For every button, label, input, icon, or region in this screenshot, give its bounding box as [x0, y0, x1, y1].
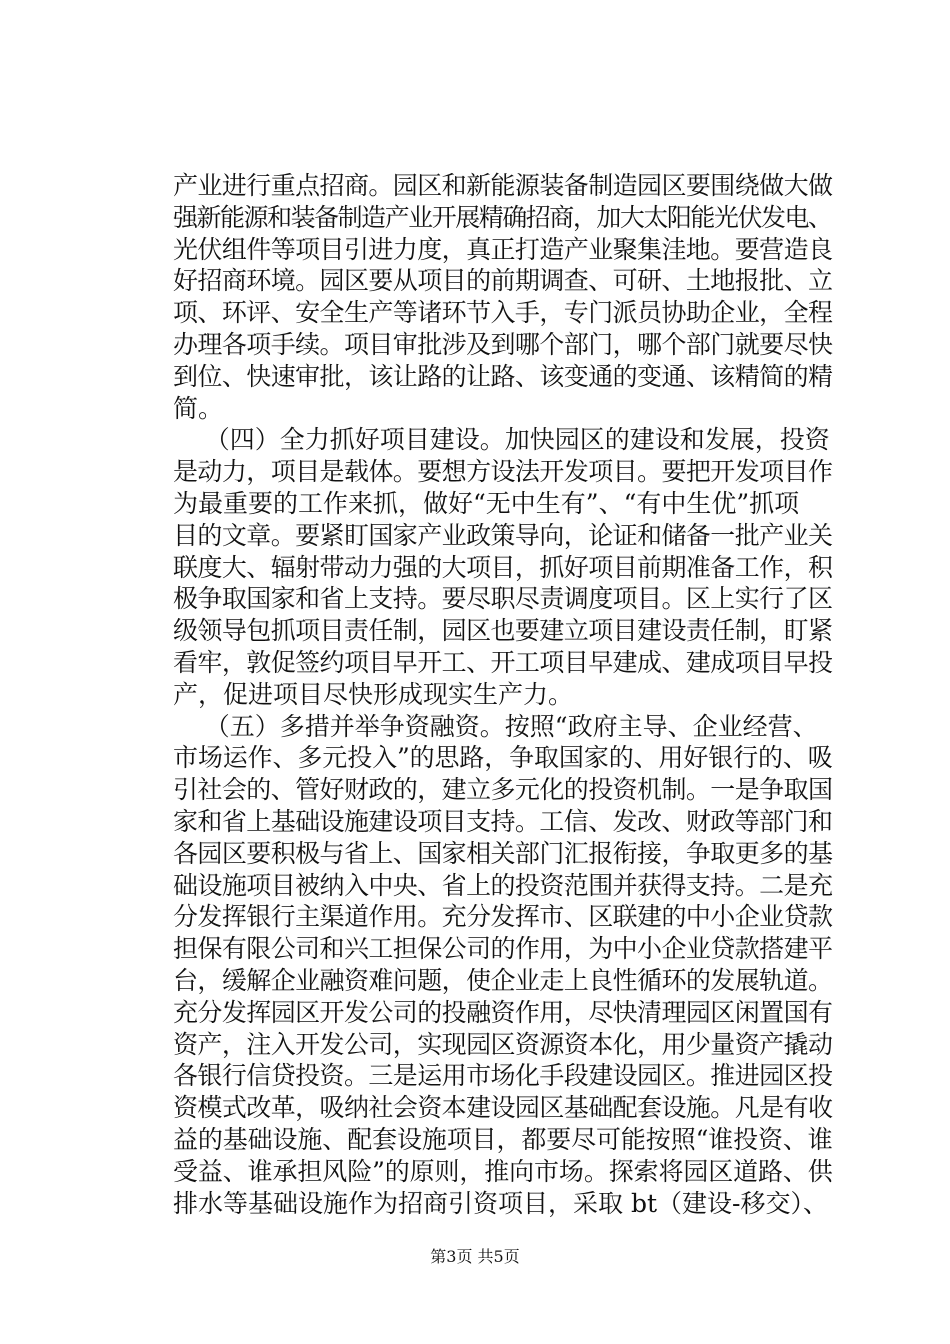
text-line: 产，促进项目尽快形成现实生产力。 [173, 679, 574, 709]
text-line: 担保有限公司和兴工担保公司的作用，为中小企业贷款搭建平 [173, 934, 833, 964]
text-line: 家和省上基础设施建设项目支持。工信、发改、财政等部门和 [173, 806, 833, 836]
text-line: 强新能源和装备制造产业开展精确招商，加大太阳能光伏发电、 [173, 202, 832, 232]
text-line: 到位、快速审批，该让路的让路、该变通的变通、该精简的精 [173, 361, 833, 391]
text-line: 资模式改革，吸纳社会资本建设园区基础配套设施。凡是有收 [173, 1093, 833, 1123]
text-line: 充分发挥园区开发公司的投融资作用，尽快清理园区闲置国有 [173, 997, 833, 1027]
text-line: 础设施项目被纳入中央、省上的投资范围并获得支持。二是充 [173, 870, 833, 900]
text-line: 受益、谁承担风险”的原则，推向市场。探索将园区道路、供 [173, 1156, 833, 1186]
text-line: 台，缓解企业融资难问题，使企业走上良性循环的发展轨道。 [173, 965, 833, 995]
text-line: （四）全力抓好项目建设。加快园区的建设和发展，投资 [173, 425, 830, 455]
text-line: 各银行信贷投资。三是运用市场化手段建设园区。推进园区投 [173, 1061, 833, 1091]
text-line: 项、环评、安全生产等诸环节入手，专门派员协助企业，全程 [173, 298, 833, 328]
text-line: 排水等基础设施作为招商引资项目，采取 bt（建设-移交）、 [173, 1188, 828, 1218]
text-line: 资产，注入开发公司，实现园区资源资本化，用少量资产撬动 [173, 1029, 833, 1059]
text-line: 简。 [173, 393, 224, 423]
text-line: 办理各项手续。项目审批涉及到哪个部门，哪个部门就要尽快 [173, 329, 833, 359]
text-line: 益的基础设施、配套设施项目，都要尽可能按照“谁投资、谁 [173, 1124, 833, 1154]
text-line: （五）多措并举争资融资。按照“政府主导、企业经营、 [173, 711, 818, 741]
text-line: 是动力，项目是载体。要想方设法开发项目。要把开发项目作 [173, 457, 833, 487]
text-line: 看牢，敦促签约项目早开工、开工项目早建成、建成项目早投 [173, 647, 833, 677]
body-text [173, 170, 833, 1219]
text-line: 好招商环境。园区要从项目的前期调查、可研、土地报批、立 [173, 266, 833, 296]
text-line: 各园区要积极与省上、国家相关部门汇报衔接，争取更多的基 [173, 838, 833, 868]
text-line: 光伏组件等项目引进力度，真正打造产业聚集洼地。要营造良 [173, 234, 833, 264]
text-line: 为最重要的工作来抓，做好“无中生有”、“有中生优”抓项 [173, 488, 800, 518]
text-line: 级领导包抓项目责任制，园区也要建立项目建设责任制，盯紧 [173, 616, 833, 646]
text-line: 目的文章。要紧盯国家产业政策导向，论证和储备一批产业关 [173, 520, 833, 550]
text-line: 极争取国家和省上支持。要尽职尽责调度项目。区上实行了区 [173, 584, 833, 614]
text-line: 联度大、辐射带动力强的大项目，抓好项目前期准备工作，积 [173, 552, 833, 582]
text-line: 产业进行重点招商。园区和新能源装备制造园区要围绕做大做 [173, 171, 833, 200]
text-line: 分发挥银行主渠道作用。充分发挥市、区联建的中小企业贷款 [173, 902, 833, 932]
text-line: 市场运作、多元投入”的思路，争取国家的、用好银行的、吸 [173, 743, 833, 773]
text-line: 引社会的、管好财政的，建立多元化的投资机制。一是争取国 [173, 775, 833, 805]
page-footer: 第3页 共5页 [430, 1247, 520, 1266]
